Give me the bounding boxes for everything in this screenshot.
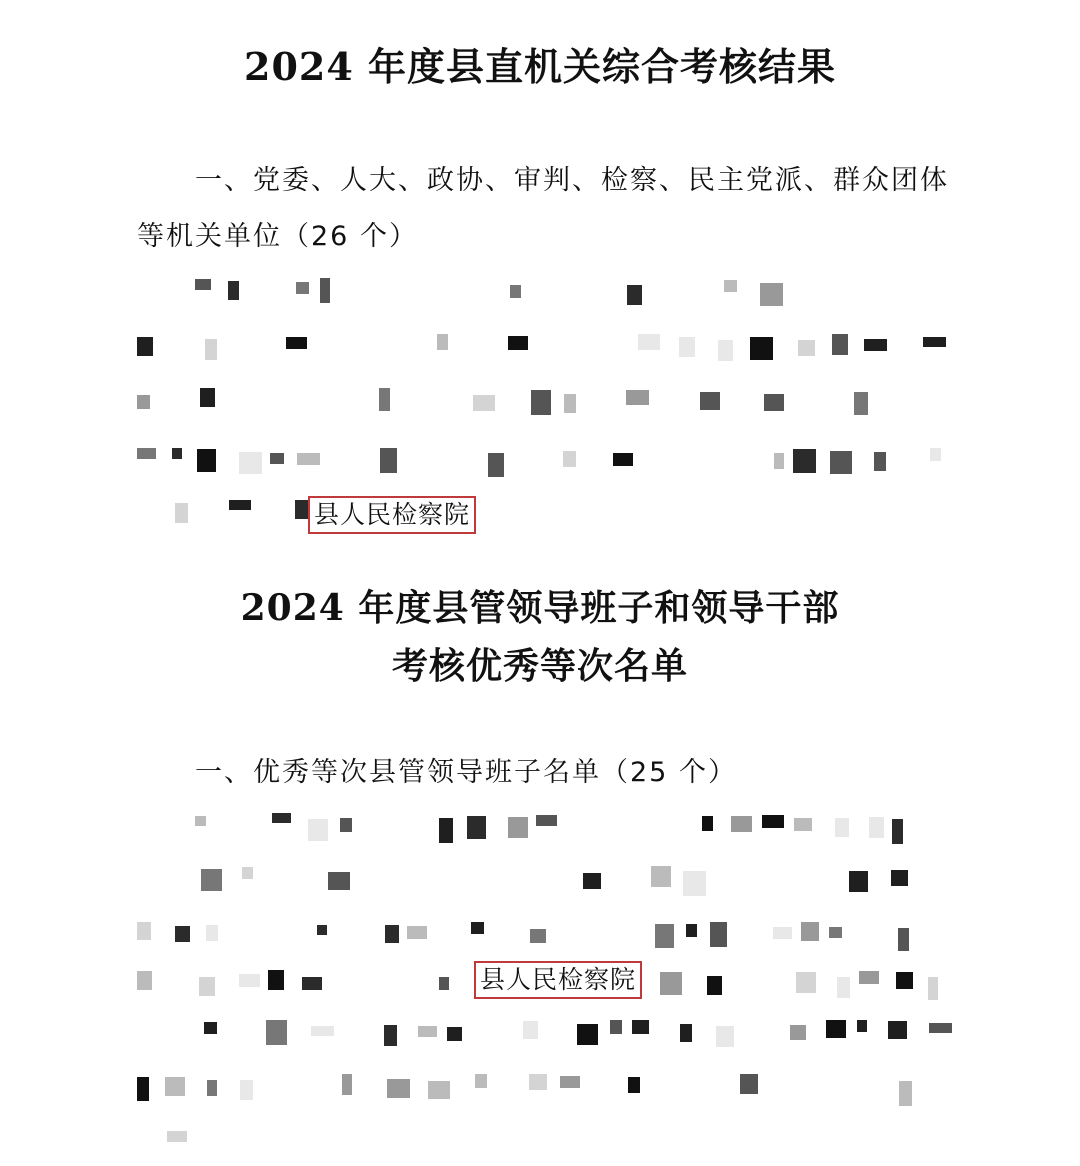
mosaic-pixel: [702, 816, 713, 831]
mosaic-pixel: [896, 972, 913, 989]
mosaic-pixel: [475, 1074, 487, 1088]
mosaic-pixel: [660, 972, 682, 995]
mosaic-pixel: [679, 337, 695, 357]
mosaic-pixel: [199, 977, 215, 996]
mosaic-pixel: [175, 503, 188, 523]
mosaic-pixel: [583, 873, 601, 889]
mosaic-pixel: [774, 453, 784, 469]
mosaic-pixel: [195, 279, 211, 290]
mosaic-pixel: [724, 280, 737, 292]
mosaic-pixel: [610, 1020, 622, 1034]
highlighted-unit-name-1: 县人民检察院: [308, 496, 476, 534]
mosaic-pixel: [796, 972, 816, 993]
mosaic-pixel: [200, 388, 215, 407]
mosaic-pixel: [655, 924, 674, 948]
mosaic-pixel: [311, 1026, 334, 1036]
mosaic-pixel: [849, 871, 868, 892]
mosaic-pixel: [536, 815, 557, 826]
mosaic-pixel: [228, 281, 239, 300]
section1-heading: 一、党委、人大、政协、审判、检察、民主党派、群众团体: [195, 165, 949, 196]
mosaic-pixel: [206, 925, 218, 941]
mosaic-pixel: [137, 448, 156, 459]
mosaic-pixel: [564, 394, 576, 413]
mosaic-pixel: [864, 339, 887, 351]
second-title-line2: 考核优秀等次名单: [391, 645, 688, 687]
mosaic-pixel: [826, 1020, 846, 1038]
mosaic-pixel: [473, 395, 495, 411]
mosaic-pixel: [385, 925, 399, 943]
mosaic-pixel: [488, 453, 504, 477]
page-title: 2024 年度县直机关综合考核结果: [244, 44, 836, 89]
mosaic-pixel: [773, 927, 792, 939]
mosaic-pixel: [700, 392, 720, 410]
mosaic-pixel: [510, 285, 521, 298]
mosaic-pixel: [760, 283, 783, 306]
mosaic-pixel: [577, 1024, 598, 1045]
mosaic-pixel: [829, 927, 842, 938]
mosaic-pixel: [384, 1025, 397, 1046]
mosaic-pixel: [175, 926, 190, 942]
mosaic-pixel: [859, 971, 879, 984]
mosaic-pixel: [854, 392, 868, 415]
mosaic-pixel: [790, 1025, 806, 1040]
mosaic-pixel: [899, 1081, 912, 1106]
mosaic-pixel: [239, 452, 262, 474]
mosaic-pixel: [837, 977, 850, 998]
mosaic-pixel: [508, 817, 528, 838]
mosaic-pixel: [418, 1026, 437, 1037]
mosaic-pixel: [296, 282, 309, 294]
mosaic-pixel: [508, 336, 528, 350]
mosaic-pixel: [794, 818, 812, 831]
mosaic-pixel: [407, 926, 427, 939]
mosaic-pixel: [523, 1021, 538, 1039]
mosaic-pixel: [137, 1077, 149, 1101]
mosaic-pixel: [380, 448, 397, 473]
mosaic-pixel: [531, 390, 551, 415]
mosaic-pixel: [835, 818, 849, 837]
mosaic-pixel: [740, 1074, 758, 1094]
mosaic-pixel: [137, 971, 152, 990]
mosaic-pixel: [295, 500, 308, 519]
mosaic-pixel: [268, 970, 284, 990]
mosaic-pixel: [342, 1074, 352, 1095]
mosaic-pixel: [613, 453, 633, 466]
mosaic-pixel: [892, 819, 903, 844]
mosaic-pixel: [172, 448, 182, 459]
mosaic-pixel: [340, 818, 352, 832]
mosaic-pixel: [437, 334, 448, 350]
mosaic-pixel: [201, 869, 222, 891]
mosaic-pixel: [651, 866, 671, 887]
mosaic-pixel: [239, 974, 260, 987]
mosaic-pixel: [718, 340, 733, 361]
mosaic-pixel: [439, 818, 453, 843]
mosaic-pixel: [801, 922, 819, 941]
mosaic-pixel: [317, 925, 327, 935]
mosaic-pixel: [137, 337, 153, 356]
mosaic-pixel: [888, 1021, 907, 1039]
mosaic-pixel: [137, 395, 150, 409]
mosaic-pixel: [869, 817, 884, 838]
mosaic-pixel: [680, 1024, 692, 1042]
mosaic-pixel: [297, 453, 320, 465]
mosaic-pixel: [447, 1027, 462, 1041]
mosaic-pixel: [707, 976, 722, 995]
mosaic-pixel: [798, 340, 815, 356]
mosaic-pixel: [240, 1080, 253, 1100]
mosaic-pixel: [764, 394, 784, 411]
section2-heading: 一、优秀等次县管领导班子名单（25 个）: [195, 757, 737, 788]
mosaic-pixel: [242, 867, 253, 879]
mosaic-pixel: [530, 929, 546, 943]
mosaic-pixel: [750, 337, 773, 360]
mosaic-pixel: [195, 816, 206, 826]
mosaic-pixel: [626, 390, 649, 405]
mosaic-pixel: [731, 816, 752, 832]
mosaic-pixel: [207, 1080, 217, 1096]
mosaic-pixel: [467, 816, 486, 839]
mosaic-pixel: [560, 1076, 580, 1088]
section1-heading-continued: 等机关单位（26 个）: [137, 221, 418, 252]
mosaic-pixel: [328, 872, 350, 890]
mosaic-pixel: [137, 922, 151, 940]
mosaic-pixel: [308, 819, 328, 841]
mosaic-pixel: [762, 815, 784, 828]
mosaic-pixel: [793, 449, 816, 473]
mosaic-pixel: [266, 1020, 287, 1045]
mosaic-pixel: [205, 339, 217, 360]
mosaic-pixel: [387, 1079, 410, 1098]
mosaic-pixel: [563, 451, 576, 467]
mosaic-pixel: [197, 449, 216, 472]
mosaic-pixel: [923, 337, 946, 347]
mosaic-pixel: [891, 870, 908, 886]
mosaic-pixel: [638, 334, 660, 350]
mosaic-pixel: [716, 1026, 734, 1047]
mosaic-pixel: [683, 871, 706, 896]
mosaic-pixel: [302, 977, 322, 990]
mosaic-pixel: [320, 278, 330, 303]
mosaic-pixel: [830, 451, 852, 474]
mosaic-pixel: [165, 1077, 185, 1096]
mosaic-pixel: [857, 1020, 867, 1032]
mosaic-pixel: [928, 977, 938, 1000]
mosaic-pixel: [204, 1022, 217, 1034]
mosaic-pixel: [286, 337, 307, 349]
mosaic-pixel: [229, 500, 251, 510]
mosaic-pixel: [270, 453, 284, 464]
mosaic-pixel: [272, 813, 291, 823]
mosaic-pixel: [167, 1131, 187, 1142]
highlighted-unit-name-2: 县人民检察院: [474, 961, 642, 999]
mosaic-pixel: [632, 1020, 649, 1034]
mosaic-pixel: [628, 1077, 640, 1093]
mosaic-pixel: [471, 922, 484, 934]
mosaic-pixel: [710, 922, 727, 947]
mosaic-pixel: [874, 452, 886, 471]
mosaic-pixel: [686, 924, 697, 937]
mosaic-pixel: [439, 977, 449, 990]
mosaic-pixel: [832, 334, 848, 355]
mosaic-pixel: [898, 928, 909, 951]
mosaic-pixel: [428, 1081, 450, 1099]
mosaic-pixel: [529, 1074, 547, 1090]
mosaic-pixel: [929, 1023, 952, 1033]
second-title: 2024 年度县管领导班子和领导干部: [240, 587, 840, 629]
mosaic-pixel: [379, 388, 390, 411]
mosaic-pixel: [930, 448, 941, 461]
mosaic-pixel: [627, 285, 642, 305]
